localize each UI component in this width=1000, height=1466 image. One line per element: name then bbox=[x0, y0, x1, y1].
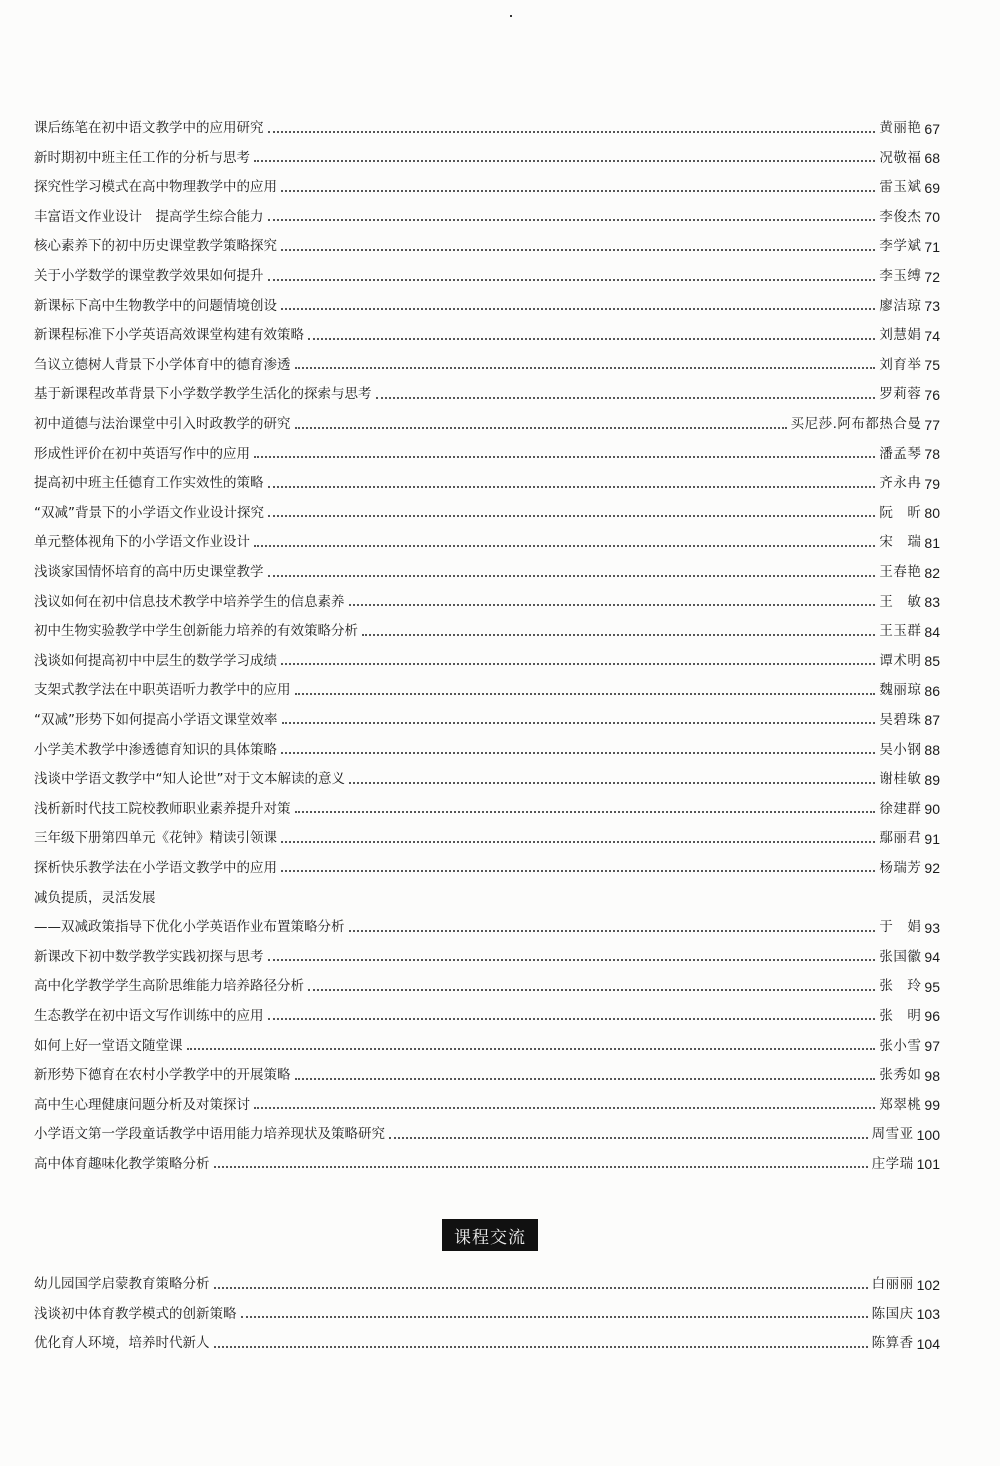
entry-page-number: 103 bbox=[916, 1306, 940, 1323]
toc-entry[interactable] bbox=[34, 668, 940, 698]
entry-page-number: 70 bbox=[924, 209, 940, 226]
entry-author: 李玉缚 bbox=[879, 268, 922, 285]
toc-entry[interactable] bbox=[34, 905, 940, 935]
entry-author: 谢桂敏 bbox=[879, 771, 922, 788]
toc-entry[interactable] bbox=[34, 580, 940, 610]
toc-entry[interactable] bbox=[34, 935, 940, 965]
dot-leader bbox=[281, 870, 875, 872]
entry-title: 浅议如何在初中信息技术教学中培养学生的信息素养 bbox=[34, 593, 345, 610]
toc-entry[interactable] bbox=[34, 165, 940, 195]
entry-page-number: 69 bbox=[924, 179, 940, 196]
entry-author: 鄢丽君 bbox=[879, 830, 922, 847]
entry-author: 潘孟琴 bbox=[879, 445, 922, 462]
table-of-contents bbox=[34, 106, 940, 1171]
entry-title: 新形势下德育在农村小学教学中的开展策略 bbox=[34, 1067, 291, 1084]
dot-leader bbox=[214, 1287, 868, 1289]
toc-entry[interactable] bbox=[34, 846, 940, 876]
entry-author: 谭术明 bbox=[879, 652, 922, 669]
entry-title: 新时期初中班主任工作的分析与思考 bbox=[34, 149, 250, 166]
entry-author: 徐建群 bbox=[879, 800, 922, 817]
entry-page-number: 89 bbox=[924, 771, 940, 788]
entry-title: 如何上好一堂语文随堂课 bbox=[34, 1037, 183, 1054]
entry-page-number: 83 bbox=[924, 594, 940, 611]
toc-entry[interactable] bbox=[34, 372, 940, 402]
entry-page-number: 101 bbox=[916, 1156, 940, 1173]
dot-leader bbox=[268, 515, 875, 517]
entry-author: 黄丽艳 bbox=[879, 120, 922, 137]
entry-title: 生态教学在初中语文写作训练中的应用 bbox=[34, 1007, 264, 1024]
entry-author: 张 明 bbox=[879, 1007, 922, 1024]
dot-leader bbox=[281, 249, 875, 251]
entry-page-number: 84 bbox=[924, 623, 940, 640]
entry-author: 杨瑞芳 bbox=[879, 859, 922, 876]
dot-leader bbox=[349, 930, 876, 932]
dot-leader bbox=[214, 1346, 868, 1348]
toc-entry[interactable] bbox=[34, 432, 940, 462]
dot-leader bbox=[268, 575, 876, 577]
entry-author: 李俊杰 bbox=[879, 208, 922, 225]
entry-page-number: 98 bbox=[924, 1067, 940, 1084]
toc-entry[interactable] bbox=[34, 727, 940, 757]
dot-leader bbox=[281, 308, 875, 310]
toc-entry[interactable] bbox=[34, 343, 940, 373]
entry-author: 罗莉蓉 bbox=[879, 386, 922, 403]
entry-author: 于 娟 bbox=[879, 919, 922, 936]
entry-title: 小学美术教学中渗透德育知识的具体策略 bbox=[34, 741, 277, 758]
entry-title: 探究性学习模式在高中物理教学中的应用 bbox=[34, 179, 277, 196]
entry-title: 优化育人环境，培养时代新人 bbox=[34, 1335, 210, 1352]
entry-title: 高中生心理健康问题分析及对策探讨 bbox=[34, 1096, 250, 1113]
entry-title: 丰富语文作业设计 提高学生综合能力 bbox=[34, 208, 264, 225]
dot-leader bbox=[268, 959, 876, 961]
dot-leader bbox=[254, 160, 875, 162]
toc-entry[interactable] bbox=[34, 1053, 940, 1083]
scan-speck bbox=[510, 15, 512, 17]
dot-leader bbox=[308, 989, 875, 991]
toc-entry[interactable] bbox=[34, 491, 940, 521]
entry-page-number: 80 bbox=[924, 505, 940, 522]
toc-entry[interactable] bbox=[34, 195, 940, 225]
entry-title: “双减”形势下如何提高小学语文课堂效率 bbox=[34, 711, 278, 728]
entry-title: 课后练笔在初中语文教学中的应用研究 bbox=[34, 120, 264, 137]
entry-page-number: 102 bbox=[916, 1276, 940, 1293]
entry-title: 核心素养下的初中历史课堂教学策略探究 bbox=[34, 238, 277, 255]
entry-author: 张小雪 bbox=[879, 1037, 922, 1054]
toc-entry[interactable] bbox=[34, 461, 940, 491]
dot-leader bbox=[295, 811, 876, 813]
entry-title: 支架式教学法在中职英语听力教学中的应用 bbox=[34, 682, 291, 699]
toc-entry[interactable] bbox=[34, 757, 940, 787]
dot-leader bbox=[268, 486, 876, 488]
entry-author: 刘育举 bbox=[879, 356, 922, 373]
dot-leader bbox=[187, 1048, 876, 1050]
entry-title: 减负提质，灵活发展 bbox=[34, 889, 156, 906]
entry-title: 浅析新时代技工院校教师职业素养提升对策 bbox=[34, 800, 291, 817]
section-heading bbox=[442, 1219, 538, 1251]
entry-title: 形成性评价在初中英语写作中的应用 bbox=[34, 445, 250, 462]
toc-entry[interactable] bbox=[34, 787, 940, 817]
entry-author: 吴碧珠 bbox=[879, 711, 922, 728]
entry-author: 周雪亚 bbox=[871, 1126, 914, 1143]
entry-title: 初中生物实验教学中学生创新能力培养的有效策略分析 bbox=[34, 623, 358, 640]
dot-leader bbox=[254, 1107, 875, 1109]
dot-leader bbox=[241, 1316, 868, 1318]
entry-title: 三年级下册第四单元《花钟》精读引领课 bbox=[34, 830, 277, 847]
entry-page-number: 93 bbox=[924, 919, 940, 936]
entry-title: 提高初中班主任德育工作实效性的策略 bbox=[34, 475, 264, 492]
entry-page-number: 87 bbox=[924, 712, 940, 729]
toc-entry[interactable] bbox=[34, 994, 940, 1024]
entry-title: 探析快乐教学法在小学语文教学中的应用 bbox=[34, 859, 277, 876]
entry-page-number: 90 bbox=[924, 801, 940, 818]
entry-author: 王玉群 bbox=[879, 623, 922, 640]
dot-leader bbox=[268, 219, 876, 221]
entry-author: 张 玲 bbox=[879, 978, 922, 995]
toc-entry[interactable] bbox=[34, 1292, 940, 1322]
entry-page-number: 85 bbox=[924, 653, 940, 670]
entry-title: 单元整体视角下的小学语文作业设计 bbox=[34, 534, 250, 551]
dot-leader bbox=[254, 545, 875, 547]
dot-leader bbox=[281, 190, 875, 192]
entry-author: 宋 瑞 bbox=[879, 534, 922, 551]
entry-author: 郑翠桃 bbox=[879, 1096, 922, 1113]
dot-leader bbox=[214, 1166, 868, 1168]
entry-author: 齐永冉 bbox=[879, 475, 922, 492]
entry-page-number: 82 bbox=[924, 564, 940, 581]
entry-page-number: 75 bbox=[924, 357, 940, 374]
entry-page-number: 92 bbox=[924, 860, 940, 877]
entry-page-number: 94 bbox=[924, 949, 940, 966]
entry-page-number: 67 bbox=[924, 120, 940, 137]
dot-leader bbox=[376, 397, 876, 399]
entry-author: 况敬福 bbox=[879, 149, 922, 166]
entry-title: “双减”背景下的小学语文作业设计探究 bbox=[34, 504, 264, 521]
entry-page-number: 74 bbox=[924, 327, 940, 344]
entry-title: 刍议立德树人背景下小学体育中的德育渗透 bbox=[34, 356, 291, 373]
toc-entry[interactable] bbox=[34, 1023, 940, 1053]
dot-leader bbox=[295, 1078, 876, 1080]
entry-page-number: 104 bbox=[916, 1335, 940, 1352]
dot-leader bbox=[281, 841, 875, 843]
entry-page-number: 77 bbox=[924, 416, 940, 433]
toc-entry[interactable] bbox=[34, 964, 940, 994]
entry-page-number: 72 bbox=[924, 268, 940, 285]
entry-author: 王春艳 bbox=[879, 564, 922, 580]
dot-leader bbox=[308, 338, 875, 340]
entry-page-number: 100 bbox=[916, 1126, 940, 1143]
dot-leader bbox=[389, 1137, 868, 1139]
dot-leader bbox=[268, 279, 876, 281]
entry-page-number: 95 bbox=[924, 978, 940, 995]
toc-entry[interactable] bbox=[34, 520, 940, 550]
toc-entry[interactable] bbox=[34, 639, 940, 669]
entry-page-number: 76 bbox=[924, 386, 940, 403]
toc-entry[interactable] bbox=[34, 609, 940, 639]
entry-author: 张国徽 bbox=[879, 948, 922, 965]
dot-leader bbox=[268, 1018, 876, 1020]
toc-entry[interactable] bbox=[34, 136, 940, 166]
entry-author: 张秀如 bbox=[879, 1067, 922, 1084]
entry-author: 魏丽琼 bbox=[879, 682, 922, 699]
dot-leader bbox=[295, 367, 876, 369]
entry-author: 雷玉斌 bbox=[879, 179, 922, 196]
entry-title: 浅谈家国情怀培育的高中历史课堂教学 bbox=[34, 564, 264, 580]
entry-title: 新课标下高中生物教学中的问题情境创设 bbox=[34, 297, 277, 314]
entry-author: 陈国庆 bbox=[871, 1305, 914, 1322]
entry-title: 浅谈初中体育教学模式的创新策略 bbox=[34, 1305, 237, 1322]
entry-author: 刘慧娟 bbox=[879, 327, 922, 344]
dot-leader bbox=[295, 427, 787, 429]
entry-title: 高中体育趣味化教学策略分析 bbox=[34, 1155, 210, 1172]
entry-page-number: 97 bbox=[924, 1038, 940, 1054]
entry-title: 小学语文第一学段童话教学中语用能力培养现状及策略研究 bbox=[34, 1126, 385, 1143]
toc-entry[interactable] bbox=[34, 550, 940, 580]
entry-page-number: 79 bbox=[924, 475, 940, 492]
entry-author: 李学斌 bbox=[879, 238, 922, 255]
entry-title: 基于新课程改革背景下小学数学教学生活化的探索与思考 bbox=[34, 386, 372, 403]
dot-leader bbox=[282, 722, 876, 724]
entry-page-number: 91 bbox=[924, 830, 940, 847]
entry-author: 廖洁琼 bbox=[879, 297, 922, 314]
entry-page-number: 78 bbox=[924, 446, 940, 463]
entry-page-number: 71 bbox=[924, 238, 940, 255]
toc-entry[interactable] bbox=[34, 284, 940, 314]
entry-page-number: 96 bbox=[924, 1008, 940, 1025]
dot-leader bbox=[281, 752, 875, 754]
entry-title: 初中道德与法治课堂中引入时政教学的研究 bbox=[34, 416, 291, 433]
entry-author: 买尼莎.阿布都热合曼 bbox=[790, 416, 922, 433]
entry-title: 浅谈如何提高初中中层生的数学学习成绩 bbox=[34, 652, 277, 669]
entry-page-number: 88 bbox=[924, 742, 940, 759]
dot-leader bbox=[362, 634, 875, 636]
entry-title: 幼儿园国学启蒙教育策略分析 bbox=[34, 1276, 210, 1293]
entry-author: 王 敏 bbox=[879, 593, 922, 610]
dot-leader bbox=[349, 782, 875, 784]
entry-title: 浅谈中学语文教学中“知人论世”对于文本解读的意义 bbox=[34, 771, 345, 788]
toc-entry[interactable] bbox=[34, 254, 940, 284]
entry-title: ——双减政策指导下优化小学英语作业布置策略分析 bbox=[34, 919, 345, 936]
entry-page-number: 73 bbox=[924, 298, 940, 315]
dot-leader bbox=[254, 456, 875, 458]
dot-leader bbox=[268, 131, 876, 133]
dot-leader bbox=[295, 693, 876, 695]
entry-title: 新课改下初中数学教学实践初探与思考 bbox=[34, 948, 264, 965]
dot-leader bbox=[281, 663, 875, 665]
toc-entry[interactable] bbox=[34, 402, 940, 432]
section-contents bbox=[34, 1262, 940, 1351]
entry-page-number: 86 bbox=[924, 682, 940, 699]
toc-entry[interactable] bbox=[34, 106, 940, 136]
entry-page-number: 81 bbox=[924, 534, 940, 551]
toc-entry[interactable] bbox=[34, 1321, 940, 1351]
entry-author: 庄学瑞 bbox=[871, 1155, 914, 1172]
entry-title: 新课程标准下小学英语高效课堂构建有效策略 bbox=[34, 327, 304, 344]
entry-page-number: 99 bbox=[924, 1097, 940, 1114]
entry-author: 阮 昕 bbox=[879, 504, 922, 521]
toc-entry[interactable] bbox=[34, 1142, 940, 1172]
toc-entry[interactable] bbox=[34, 698, 940, 728]
entry-title: 高中化学教学学生高阶思维能力培养路径分析 bbox=[34, 978, 304, 995]
toc-entry[interactable] bbox=[34, 875, 940, 905]
entry-page-number: 68 bbox=[924, 150, 940, 167]
entry-author: 白丽丽 bbox=[871, 1276, 914, 1293]
toc-entry[interactable] bbox=[34, 1262, 940, 1292]
toc-entry[interactable] bbox=[34, 1112, 940, 1142]
toc-entry[interactable] bbox=[34, 1083, 940, 1113]
toc-entry[interactable] bbox=[34, 816, 940, 846]
entry-author: 吴小钢 bbox=[879, 741, 922, 758]
toc-entry[interactable] bbox=[34, 224, 940, 254]
section-title: 课程交流 bbox=[454, 1227, 526, 1248]
dot-leader bbox=[349, 604, 876, 606]
entry-author: 陈算香 bbox=[871, 1335, 914, 1352]
toc-entry[interactable] bbox=[34, 313, 940, 343]
entry-title: 关于小学数学的课堂教学效果如何提升 bbox=[34, 268, 264, 285]
